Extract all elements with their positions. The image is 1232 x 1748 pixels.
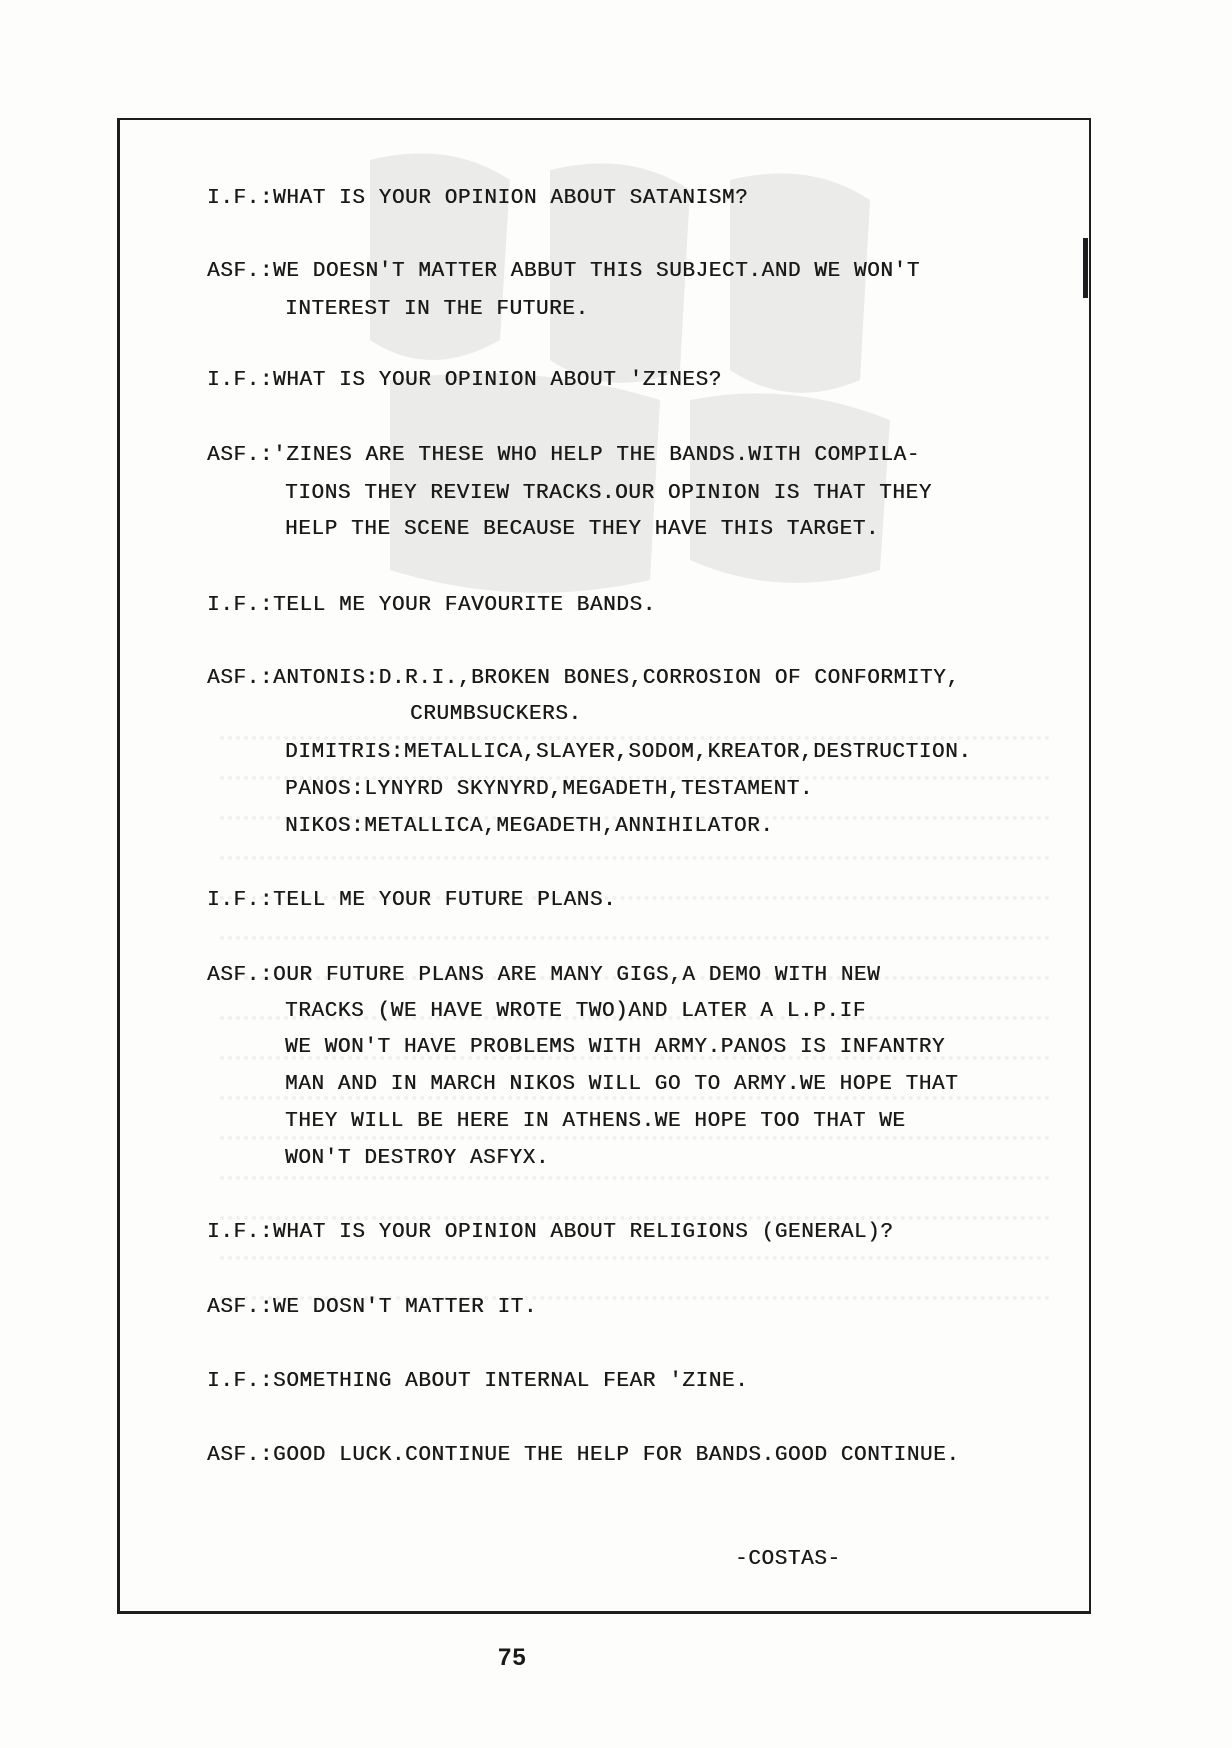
signature: -COSTAS- — [735, 1548, 841, 1571]
answer-zines-cont-2: HELP THE SCENE BECAUSE THEY HAVE THIS TARGET. — [285, 518, 880, 541]
answer-plans-cont-4: THEY WILL BE HERE IN ATHENS.WE HOPE TOO THAT WE — [285, 1110, 906, 1133]
answer-bands: ASF.:ANTONIS:D.R.I.,BROKEN BONES,CORROSION OF CONFORMITY, — [207, 667, 960, 690]
question-religions: I.F.:WHAT IS YOUR OPINION ABOUT RELIGIONS (GENERAL)? — [207, 1221, 894, 1244]
answer-bands-panos: PANOS:LYNYRD SKYNYRD,MEGADETH,TESTAMENT. — [285, 778, 814, 801]
answer-plans-cont-3: MAN AND IN MARCH NIKOS WILL GO TO ARMY.WE HOPE THAT — [285, 1073, 959, 1096]
answer-plans-cont-2: WE WON'T HAVE PROBLEMS WITH ARMY.PANOS IS INFANTRY — [285, 1036, 946, 1059]
answer-satanism-cont: INTEREST IN THE FUTURE. — [285, 298, 589, 321]
answer-satanism: ASF.:WE DOESN'T MATTER ABBUT THIS SUBJECT.AND WE WON'T — [207, 260, 920, 283]
question-zine: I.F.:SOMETHING ABOUT INTERNAL FEAR 'ZINE. — [207, 1370, 749, 1393]
answer-plans: ASF.:OUR FUTURE PLANS ARE MANY GIGS,A DEMO WITH NEW — [207, 964, 881, 987]
answer-religions: ASF.:WE DOSN'T MATTER IT. — [207, 1296, 538, 1319]
question-satanism: I.F.:WHAT IS YOUR OPINION ABOUT SATANISM? — [207, 187, 749, 210]
answer-bands-dimitris: DIMITRIS:METALLICA,SLAYER,SODOM,KREATOR,DESTRUCTION. — [285, 741, 972, 764]
question-bands: I.F.:TELL ME YOUR FAVOURITE BANDS. — [207, 594, 656, 617]
binding-mark — [1083, 238, 1088, 298]
answer-zine: ASF.:GOOD LUCK.CONTINUE THE HELP FOR BANDS.GOOD CONTINUE. — [207, 1444, 960, 1467]
question-plans: I.F.:TELL ME YOUR FUTURE PLANS. — [207, 889, 617, 912]
question-zines: I.F.:WHAT IS YOUR OPINION ABOUT 'ZINES? — [207, 369, 722, 392]
answer-zines: ASF.:'ZINES ARE THESE WHO HELP THE BANDS.WITH COMPILA- — [207, 444, 920, 467]
page-number: 75 — [498, 1644, 527, 1671]
answer-bands-cont: CRUMBSUCKERS. — [410, 703, 582, 726]
answer-plans-cont-5: WON'T DESTROY ASFYX. — [285, 1147, 550, 1170]
answer-zines-cont-1: TIONS THEY REVIEW TRACKS.OUR OPINION IS THAT THEY — [285, 482, 932, 505]
answer-bands-nikos: NIKOS:METALLICA,MEGADETH,ANNIHILATOR. — [285, 815, 774, 838]
answer-plans-cont-1: TRACKS (WE HAVE WROTE TWO)AND LATER A L.P.IF — [285, 1000, 866, 1023]
